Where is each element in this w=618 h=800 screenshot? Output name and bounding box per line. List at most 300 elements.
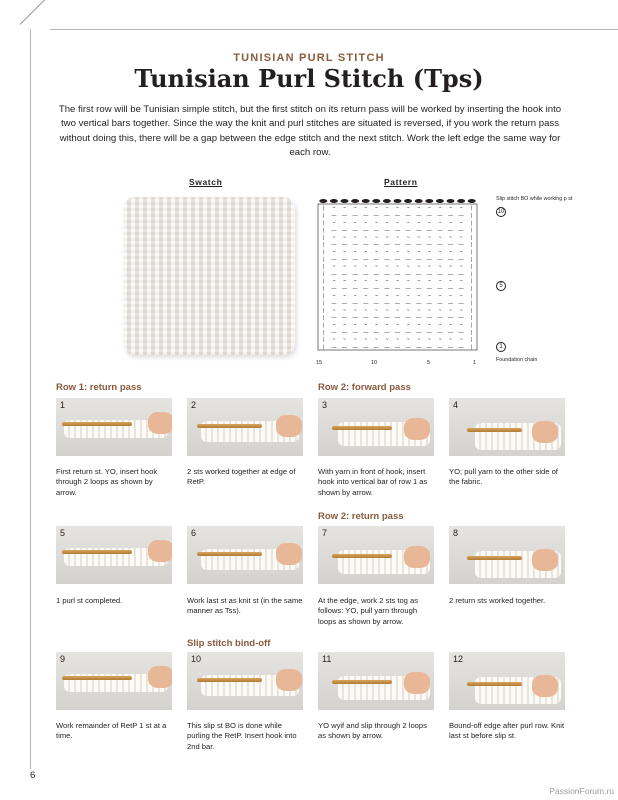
step-caption-3: With yarn in front of hook, insert hook into vertical bar of row 1 as shown by arrow.: [318, 467, 428, 497]
page-number: 6: [30, 770, 36, 781]
svg-text:—: —: [373, 344, 379, 351]
heading-row1-return: Row 1: return pass: [56, 382, 142, 393]
svg-text:—: —: [342, 300, 347, 307]
svg-text:—: —: [331, 227, 337, 234]
step-number: 8: [453, 528, 459, 538]
svg-text:~: ~: [417, 337, 421, 344]
svg-text:~: ~: [427, 322, 431, 329]
svg-text:~: ~: [438, 337, 442, 344]
svg-text:—: —: [373, 227, 379, 234]
svg-text:~: ~: [364, 307, 368, 314]
svg-text:~: ~: [417, 264, 421, 271]
svg-text:—: —: [363, 271, 369, 278]
svg-text:|: |: [471, 212, 473, 219]
svg-text:—: —: [395, 300, 400, 307]
step-caption-6: Work last st as knit st (in the same manner as Tss).: [187, 596, 303, 616]
step-photo-10: [187, 652, 303, 710]
svg-text:~: ~: [438, 249, 442, 256]
svg-text:~: ~: [406, 293, 410, 300]
svg-text:|: |: [322, 293, 324, 300]
svg-text:|: |: [322, 271, 324, 278]
svg-text:—: —: [458, 329, 464, 336]
step-photo-11: [318, 652, 434, 710]
svg-text:~: ~: [364, 322, 368, 329]
section-kicker: TUNISIAN PURL STITCH: [233, 52, 385, 64]
svg-text:|: |: [322, 220, 324, 227]
svg-text:—: —: [331, 329, 337, 336]
svg-text:~: ~: [353, 249, 357, 256]
svg-text:—: —: [363, 227, 369, 234]
svg-text:—: —: [416, 344, 422, 351]
step-caption-1: First return st. YO, insert hook through 2 loops as shown by arrow.: [56, 467, 158, 497]
svg-text:~: ~: [396, 307, 399, 314]
left-rule: [30, 29, 31, 769]
svg-text:—: —: [352, 256, 358, 263]
pattern-top-note: Slip stitch BO while working p st: [496, 196, 573, 202]
svg-text:—: —: [363, 315, 369, 322]
svg-text:~: ~: [427, 234, 431, 241]
svg-text:~: ~: [449, 264, 452, 271]
svg-text:~: ~: [459, 264, 463, 271]
pattern-bottom-note: Foundation chain: [496, 357, 538, 363]
step-photo-5: [56, 526, 172, 584]
svg-text:—: —: [352, 227, 358, 234]
svg-text:—: —: [395, 344, 400, 351]
svg-text:~: ~: [385, 278, 389, 285]
svg-text:~: ~: [374, 278, 378, 285]
svg-text:~: ~: [427, 205, 431, 212]
svg-text:—: —: [416, 227, 422, 234]
svg-text:—: —: [437, 242, 443, 249]
svg-text:—: —: [342, 227, 347, 234]
step-caption-10: This slip st BO is done while purling the RetP. Insert hook into 2nd bar.: [187, 721, 297, 751]
svg-text:—: —: [458, 315, 464, 322]
svg-text:~: ~: [364, 205, 368, 212]
svg-text:~: ~: [396, 205, 399, 212]
svg-text:—: —: [384, 344, 390, 351]
svg-text:—: —: [437, 315, 443, 322]
svg-text:~: ~: [353, 205, 357, 212]
step-photo-3: [318, 398, 434, 456]
svg-text:—: —: [458, 300, 464, 307]
svg-text:|: |: [322, 227, 324, 234]
svg-text:—: —: [416, 256, 422, 263]
pattern-label: Pattern: [384, 177, 418, 187]
svg-text:~: ~: [449, 205, 452, 212]
svg-text:~: ~: [406, 337, 410, 344]
step-number: 4: [453, 400, 459, 410]
svg-text:—: —: [384, 256, 390, 263]
svg-text:|: |: [322, 234, 324, 241]
svg-text:~: ~: [364, 234, 368, 241]
svg-text:~: ~: [417, 322, 421, 329]
svg-text:|: |: [471, 344, 473, 351]
svg-text:—: —: [331, 285, 337, 292]
svg-text:|: |: [471, 307, 473, 314]
svg-text:~: ~: [406, 307, 410, 314]
svg-text:—: —: [416, 329, 422, 336]
svg-text:—: —: [426, 285, 432, 292]
step-number: 9: [60, 654, 66, 664]
intro-paragraph: The first row will be Tunisian simple stitch, but the first stitch on its return pass will be worked by inserting the hook into two vertical bars together. Since the way the knit and purl stitches are situated is reversed, if you work the return pass without doing this, there will be a gap between the edge stitch and the next stitch. Work the left edge the same way for each row.: [58, 104, 562, 159]
svg-text:~: ~: [343, 234, 346, 241]
svg-text:—: —: [405, 329, 411, 336]
step-photo-4: [449, 398, 565, 456]
svg-text:—: —: [458, 344, 464, 351]
svg-text:~: ~: [406, 220, 410, 227]
svg-text:~: ~: [343, 293, 346, 300]
swatch-label: Swatch: [189, 177, 223, 187]
svg-text:—: —: [458, 271, 464, 278]
svg-text:|: |: [471, 293, 473, 300]
svg-text:~: ~: [385, 264, 389, 271]
svg-text:~: ~: [427, 307, 431, 314]
svg-text:~: ~: [417, 278, 421, 285]
svg-text:~: ~: [364, 337, 368, 344]
svg-text:—: —: [331, 212, 337, 219]
svg-text:~: ~: [438, 278, 442, 285]
svg-text:~: ~: [343, 264, 346, 271]
svg-text:~: ~: [343, 322, 346, 329]
svg-text:~: ~: [385, 220, 389, 227]
svg-text:—: —: [342, 344, 347, 351]
svg-text:|: |: [471, 256, 473, 263]
svg-text:—: —: [352, 329, 358, 336]
svg-text:~: ~: [332, 220, 336, 227]
svg-text:~: ~: [396, 264, 399, 271]
svg-text:—: —: [426, 227, 432, 234]
svg-text:~: ~: [449, 220, 452, 227]
svg-text:~: ~: [332, 322, 336, 329]
svg-text:~: ~: [459, 293, 463, 300]
svg-text:~: ~: [427, 264, 431, 271]
row-marker-5: 5: [496, 281, 506, 291]
svg-text:~: ~: [343, 278, 346, 285]
page-title: Tunisian Purl Stitch (Tps): [134, 64, 484, 93]
watermark: PassionForum.ru: [549, 786, 614, 796]
svg-text:|: |: [471, 264, 473, 271]
svg-text:—: —: [384, 285, 390, 292]
svg-text:|: |: [471, 220, 473, 227]
svg-text:—: —: [416, 242, 422, 249]
svg-text:|: |: [471, 337, 473, 344]
svg-text:~: ~: [449, 307, 452, 314]
svg-text:—: —: [342, 315, 347, 322]
svg-text:—: —: [437, 344, 443, 351]
svg-text:—: —: [331, 271, 337, 278]
svg-text:—: —: [405, 212, 411, 219]
col-number-5: 5: [427, 360, 431, 366]
svg-text:~: ~: [385, 293, 389, 300]
svg-text:|: |: [322, 249, 324, 256]
svg-text:—: —: [384, 271, 390, 278]
svg-text:~: ~: [374, 322, 378, 329]
svg-text:—: —: [458, 227, 464, 234]
svg-text:—: —: [458, 256, 464, 263]
svg-text:—: —: [331, 300, 337, 307]
svg-text:~: ~: [364, 278, 368, 285]
step-photo-8: [449, 526, 565, 584]
svg-text:~: ~: [353, 337, 357, 344]
svg-text:~: ~: [353, 293, 357, 300]
svg-text:|: |: [322, 264, 324, 271]
svg-text:~: ~: [406, 322, 410, 329]
svg-text:—: —: [395, 227, 400, 234]
svg-text:~: ~: [449, 293, 452, 300]
svg-text:~: ~: [385, 234, 389, 241]
svg-text:—: —: [416, 315, 422, 322]
svg-text:|: |: [322, 344, 324, 351]
svg-text:~: ~: [364, 249, 368, 256]
svg-text:—: —: [384, 329, 390, 336]
svg-text:~: ~: [396, 234, 399, 241]
svg-text:—: —: [426, 329, 432, 336]
svg-text:~: ~: [417, 205, 421, 212]
svg-text:—: —: [352, 300, 358, 307]
svg-text:—: —: [342, 242, 347, 249]
svg-text:—: —: [458, 285, 464, 292]
svg-text:—: —: [363, 344, 369, 351]
pattern-chart: [314, 196, 482, 356]
svg-text:—: —: [426, 300, 432, 307]
svg-text:—: —: [342, 329, 347, 336]
step-number: 6: [191, 528, 197, 538]
svg-text:~: ~: [438, 293, 442, 300]
svg-text:~: ~: [438, 264, 442, 271]
step-number: 10: [191, 654, 202, 664]
svg-text:—: —: [395, 271, 400, 278]
svg-text:—: —: [426, 271, 432, 278]
svg-text:~: ~: [449, 249, 452, 256]
svg-text:—: —: [448, 212, 453, 219]
svg-text:|: |: [471, 271, 473, 278]
svg-text:~: ~: [343, 337, 346, 344]
svg-text:|: |: [322, 242, 324, 249]
svg-text:—: —: [448, 344, 453, 351]
svg-text:~: ~: [385, 307, 389, 314]
svg-text:~: ~: [406, 249, 410, 256]
svg-text:—: —: [448, 285, 453, 292]
svg-text:|: |: [471, 322, 473, 329]
svg-text:~: ~: [459, 307, 463, 314]
svg-text:—: —: [395, 256, 400, 263]
svg-text:~: ~: [417, 307, 421, 314]
svg-text:~: ~: [459, 249, 463, 256]
svg-text:—: —: [395, 242, 400, 249]
svg-text:~: ~: [385, 337, 389, 344]
svg-text:—: —: [448, 300, 453, 307]
step-photo-1: [56, 398, 172, 456]
svg-text:—: —: [331, 242, 337, 249]
svg-text:—: —: [437, 271, 443, 278]
svg-text:~: ~: [396, 337, 399, 344]
svg-text:~: ~: [364, 293, 368, 300]
svg-text:|: |: [471, 242, 473, 249]
svg-text:—: —: [405, 256, 411, 263]
row-marker-1: 1: [496, 342, 506, 352]
svg-text:—: —: [352, 344, 358, 351]
svg-text:|: |: [322, 212, 324, 219]
svg-text:~: ~: [353, 220, 357, 227]
svg-text:|: |: [322, 278, 324, 285]
svg-text:|: |: [471, 300, 473, 307]
svg-text:—: —: [448, 242, 453, 249]
svg-text:—: —: [373, 285, 379, 292]
svg-text:~: ~: [406, 234, 410, 241]
step-photo-6: [187, 526, 303, 584]
svg-text:—: —: [384, 315, 390, 322]
svg-text:—: —: [384, 212, 390, 219]
svg-text:~: ~: [417, 249, 421, 256]
svg-text:~: ~: [364, 220, 368, 227]
svg-text:—: —: [448, 315, 453, 322]
svg-text:~: ~: [353, 234, 357, 241]
svg-text:—: —: [384, 227, 390, 234]
svg-text:~: ~: [332, 293, 336, 300]
svg-text:—: —: [384, 300, 390, 307]
svg-text:—: —: [405, 300, 411, 307]
svg-text:~: ~: [353, 307, 357, 314]
top-rule: [50, 29, 618, 30]
svg-text:~: ~: [417, 220, 421, 227]
svg-text:—: —: [426, 242, 432, 249]
svg-text:—: —: [331, 315, 337, 322]
corner-diagonal: [20, 0, 49, 25]
svg-text:|: |: [471, 315, 473, 322]
svg-text:—: —: [395, 315, 400, 322]
svg-text:—: —: [352, 271, 358, 278]
svg-text:—: —: [363, 242, 369, 249]
step-number: 2: [191, 400, 197, 410]
step-caption-8: 2 return sts worked together.: [449, 596, 546, 605]
svg-text:—: —: [416, 271, 422, 278]
svg-text:—: —: [373, 300, 379, 307]
svg-text:~: ~: [374, 205, 378, 212]
svg-text:~: ~: [343, 307, 346, 314]
svg-text:—: —: [363, 212, 369, 219]
svg-text:—: —: [405, 315, 411, 322]
svg-text:—: —: [458, 212, 464, 219]
svg-text:—: —: [416, 285, 422, 292]
svg-text:—: —: [342, 285, 347, 292]
svg-text:~: ~: [459, 322, 463, 329]
svg-text:~: ~: [332, 264, 336, 271]
svg-text:|: |: [471, 249, 473, 256]
step-caption-9: Work remainder of RetP 1 st at a time.: [56, 721, 167, 741]
swatch-photo: [123, 197, 295, 355]
svg-text:~: ~: [385, 249, 389, 256]
svg-text:~: ~: [374, 307, 378, 314]
svg-text:~: ~: [406, 278, 410, 285]
step-photo-7: [318, 526, 434, 584]
svg-text:—: —: [437, 329, 443, 336]
svg-text:~: ~: [427, 278, 431, 285]
step-number: 5: [60, 528, 66, 538]
svg-text:—: —: [416, 300, 422, 307]
svg-text:|: |: [322, 300, 324, 307]
svg-text:~: ~: [459, 220, 463, 227]
svg-text:~: ~: [353, 264, 357, 271]
svg-text:~: ~: [438, 220, 442, 227]
svg-text:—: —: [373, 212, 379, 219]
svg-text:|: |: [322, 285, 324, 292]
svg-text:—: —: [331, 256, 337, 263]
svg-text:~: ~: [374, 293, 378, 300]
svg-text:~: ~: [438, 205, 442, 212]
step-number: 7: [322, 528, 328, 538]
svg-text:—: —: [395, 212, 400, 219]
svg-text:~: ~: [438, 307, 442, 314]
svg-text:|: |: [322, 322, 324, 329]
svg-text:~: ~: [396, 249, 399, 256]
svg-text:—: —: [448, 227, 453, 234]
svg-text:~: ~: [374, 337, 378, 344]
svg-text:—: —: [405, 344, 411, 351]
svg-text:—: —: [363, 300, 369, 307]
step-caption-7: At the edge, work 2 sts tog as follows: YO, pull yarn through loops as shown by arrow.: [318, 596, 419, 626]
svg-text:~: ~: [332, 278, 336, 285]
step-photo-2: [187, 398, 303, 456]
svg-text:—: —: [373, 329, 379, 336]
svg-text:~: ~: [332, 337, 336, 344]
svg-text:|: |: [471, 234, 473, 241]
svg-text:~: ~: [343, 249, 346, 256]
svg-text:—: —: [426, 256, 432, 263]
svg-text:~: ~: [406, 264, 410, 271]
step-caption-5: 1 purl st completed.: [56, 596, 123, 605]
svg-text:—: —: [352, 212, 358, 219]
step-number: 11: [322, 654, 332, 664]
step-photo-9: [56, 652, 172, 710]
svg-text:~: ~: [417, 293, 421, 300]
svg-text:|: |: [471, 278, 473, 285]
svg-text:—: —: [384, 242, 390, 249]
svg-text:—: —: [458, 242, 464, 249]
heading-slip-bindoff: Slip stitch bind-off: [187, 638, 271, 649]
svg-text:~: ~: [353, 278, 357, 285]
svg-text:~: ~: [449, 278, 452, 285]
svg-text:—: —: [342, 212, 347, 219]
svg-text:~: ~: [396, 322, 399, 329]
svg-text:|: |: [322, 307, 324, 314]
svg-text:—: —: [352, 285, 358, 292]
svg-text:|: |: [322, 205, 324, 212]
svg-text:|: |: [322, 256, 324, 263]
svg-text:~: ~: [396, 220, 399, 227]
svg-text:|: |: [471, 285, 473, 292]
svg-text:~: ~: [427, 337, 431, 344]
svg-text:—: —: [363, 285, 369, 292]
svg-text:—: —: [373, 256, 379, 263]
svg-text:—: —: [437, 227, 443, 234]
svg-text:|: |: [471, 227, 473, 234]
svg-text:|: |: [322, 329, 324, 336]
svg-text:~: ~: [332, 307, 336, 314]
svg-text:~: ~: [332, 234, 336, 241]
svg-text:~: ~: [438, 234, 442, 241]
svg-text:~: ~: [374, 264, 378, 271]
svg-text:—: —: [437, 212, 443, 219]
svg-text:—: —: [448, 329, 453, 336]
svg-text:~: ~: [459, 337, 463, 344]
svg-text:~: ~: [427, 293, 431, 300]
svg-text:—: —: [405, 271, 411, 278]
svg-text:—: —: [363, 329, 369, 336]
svg-text:~: ~: [459, 234, 463, 241]
step-caption-11: YO wyif and slip through 2 loops as shown by arrow.: [318, 721, 427, 741]
step-number: 3: [322, 400, 328, 410]
svg-text:~: ~: [374, 249, 378, 256]
